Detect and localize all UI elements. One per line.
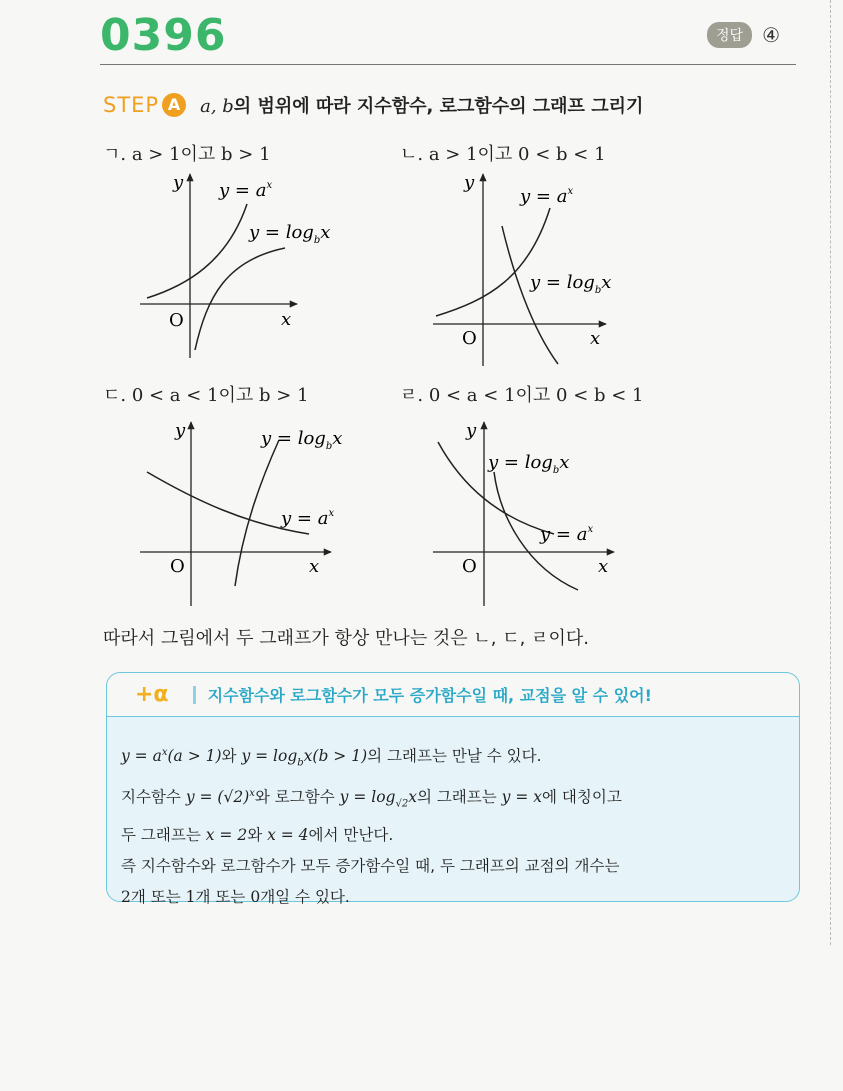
step-word: STEP xyxy=(103,93,160,117)
problem-number: 0396 xyxy=(100,10,227,61)
tip-line-4: 즉 지수함수와 로그함수가 모두 증가함수일 때, 두 그래프의 교점의 개수는 xyxy=(121,856,620,875)
step-heading xyxy=(103,92,643,118)
origin-label: O xyxy=(170,556,185,577)
log-label: $y = \log_bx$ xyxy=(488,452,570,476)
graph-da xyxy=(135,418,343,608)
tip-title: 지수함수와 로그함수가 모두 증가함수일 때, 교점을 알 수 있어! xyxy=(207,686,652,705)
log-curve xyxy=(235,440,279,586)
exp-curve xyxy=(147,204,247,298)
exp-curve xyxy=(436,208,550,316)
step-title-vars: a, b xyxy=(200,96,234,117)
origin-label: O xyxy=(462,556,477,577)
log-curve xyxy=(502,226,558,364)
y-axis-label: y xyxy=(173,172,184,193)
x-axis-label: x xyxy=(309,556,320,577)
log-label: $y = \log_bx$ xyxy=(530,272,612,296)
margin-dashed-line xyxy=(830,0,831,945)
tip-line-1: $y = a^x(a > 1)$와 $y = \log_bx(b > 1)$의 그래프는 만날 수 있다. xyxy=(121,747,542,769)
graph-ra xyxy=(428,418,618,608)
graph-ga xyxy=(135,168,331,363)
answer-value: ④ xyxy=(762,23,780,47)
tip-line-5: 2개 또는 1개 또는 0개일 수 있다. xyxy=(121,887,350,906)
case-label-na: ㄴ. a > 1이고 0 < b < 1 xyxy=(400,144,606,165)
log-curve xyxy=(195,248,285,350)
y-axis-label: y xyxy=(464,172,475,193)
exp-label: $y = a^x$ xyxy=(281,508,335,529)
step-letter-badge: A xyxy=(162,93,186,117)
case-label-da: ㄷ. 0 < a < 1이고 b > 1 xyxy=(103,385,309,406)
exp-label: $y = a^x$ xyxy=(540,524,594,545)
conclusion-text: 따라서 그림에서 두 그래프가 항상 만나는 것은 ㄴ, ㄷ, ㄹ이다. xyxy=(103,628,589,649)
exp-label: $y = a^x$ xyxy=(219,180,273,201)
tip-line-3: 두 그래프는 x = 2와 x = 4에서 만난다. xyxy=(121,825,394,844)
graph-na xyxy=(428,168,618,368)
case-label-ra: ㄹ. 0 < a < 1이고 0 < b < 1 xyxy=(400,385,644,406)
x-axis-label: x xyxy=(590,328,601,349)
tip-header xyxy=(106,672,800,716)
step-title-text: 의 범위에 따라 지수함수, 로그함수의 그래프 그리기 xyxy=(233,96,644,117)
y-axis-label: y xyxy=(466,420,477,441)
tip-body xyxy=(106,716,800,906)
step-title xyxy=(200,92,643,118)
x-axis-label: x xyxy=(281,309,292,330)
origin-label: O xyxy=(169,310,184,331)
tip-separator xyxy=(193,686,196,704)
answer-label: 정답 xyxy=(707,22,752,48)
x-axis-label: x xyxy=(598,556,609,577)
plus-alpha-icon: +α xyxy=(135,682,169,707)
header-rule xyxy=(100,64,796,65)
tip-line-2: 지수함수 $y = (√2)^x$와 로그함수 $y = \log_{√2}x$의 그래프는 y = x에 대칭이고 xyxy=(121,788,622,810)
case-label-ga: ㄱ. a > 1이고 b > 1 xyxy=(103,144,271,165)
answer-box xyxy=(707,22,780,48)
log-label: $y = \log_bx$ xyxy=(261,428,343,452)
origin-label: O xyxy=(462,328,477,349)
log-label: $y = \log_bx$ xyxy=(249,222,331,246)
y-axis-label: y xyxy=(175,420,186,441)
exp-label: $y = a^x$ xyxy=(520,186,574,207)
